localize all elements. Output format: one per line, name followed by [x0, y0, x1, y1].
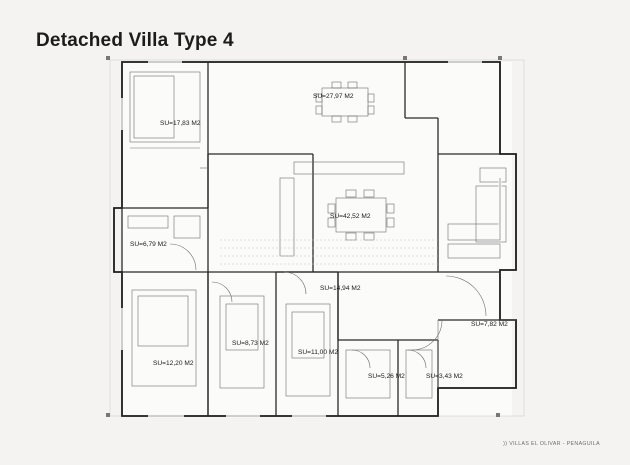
room-label: SU=11,00 M2 — [298, 349, 339, 356]
room-label: SU=12,20 M2 — [153, 360, 194, 367]
footer-caption: )) VILLAS EL OLIVAR - PENAGUILA — [503, 441, 600, 447]
room-label: SU=27,97 M2 — [313, 93, 354, 100]
corner-mark — [106, 56, 110, 60]
room-label: SU=7,82 M2 — [471, 321, 508, 328]
room-label: SU=8,73 M2 — [232, 340, 269, 347]
room-label: SU=42,52 M2 — [330, 213, 371, 220]
room-label: SU=14,94 M2 — [320, 285, 361, 292]
corner-mark — [106, 413, 110, 417]
corner-mark — [496, 413, 500, 417]
room-label: SU=5,26 M2 — [368, 373, 405, 380]
room-label: SU=17,83 M2 — [160, 120, 201, 127]
floor-plan — [108, 58, 528, 420]
corner-mark — [498, 56, 502, 60]
room-label: SU=3,43 M2 — [426, 373, 463, 380]
corner-mark — [403, 56, 407, 60]
room-label: SU=6,79 M2 — [130, 241, 167, 248]
page-title: Detached Villa Type 4 — [36, 30, 234, 51]
